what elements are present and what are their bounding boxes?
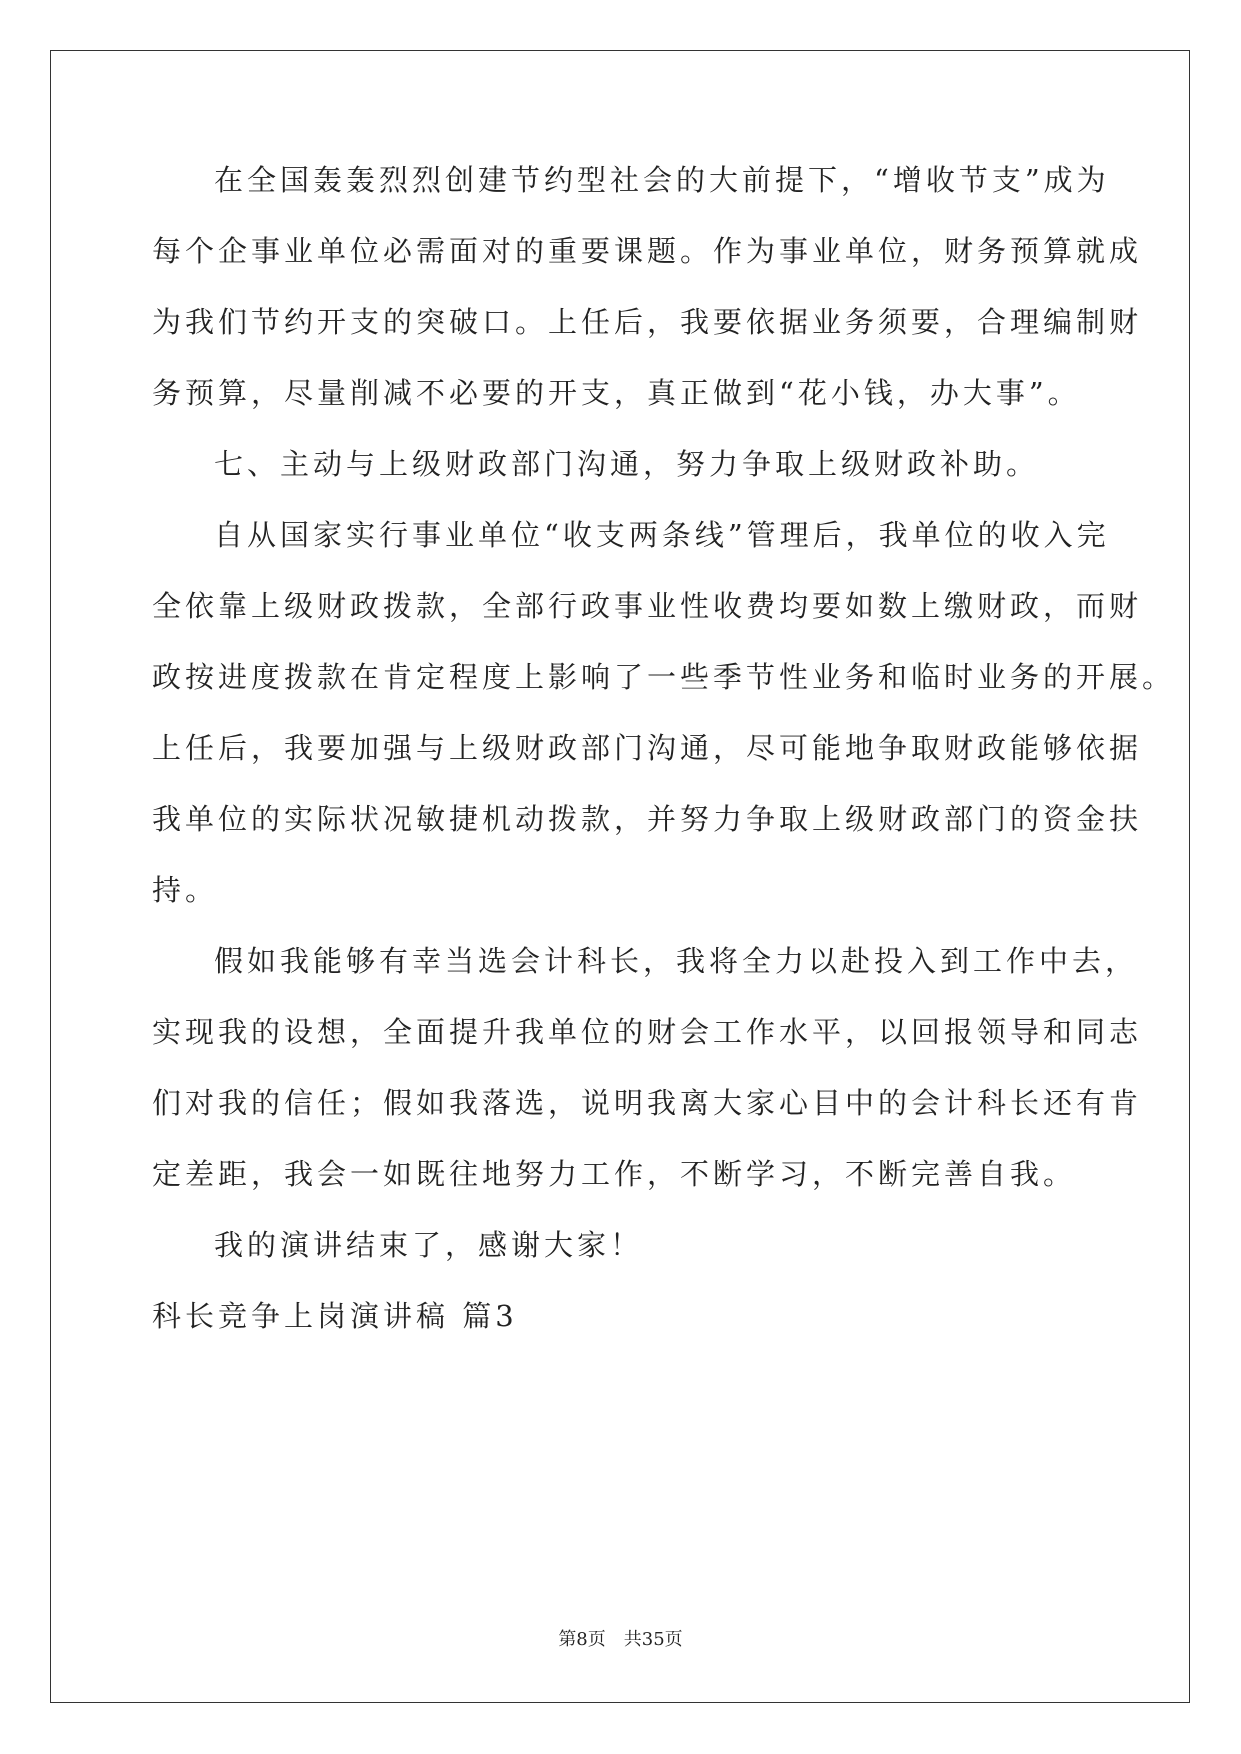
- paragraph-line: 持。: [152, 873, 219, 907]
- paragraph-line: 定差距，我会一如既往地努力工作，不断学习，不断完善自我。: [152, 1157, 1077, 1191]
- paragraph-line: 我单位的实际状况敏捷机动拨款，并努力争取上级财政部门的资金扶: [152, 802, 1143, 836]
- paragraph-line: 上任后，我要加强与上级财政部门沟通，尽可能地争取财政能够依据: [152, 731, 1143, 765]
- page-footer: [0, 1628, 1241, 1652]
- section-heading: 七、主动与上级财政部门沟通，努力争取上级财政补助。: [214, 447, 1040, 481]
- page-number-current: 第8页: [558, 1629, 606, 1650]
- paragraph-line: 假如我能够有幸当选会计科长，我将全力以赴投入到工作中去，: [214, 944, 1139, 978]
- page-border: [50, 50, 1190, 1703]
- paragraph-line: 实现我的设想，全面提升我单位的财会工作水平，以回报领导和同志: [152, 1015, 1143, 1049]
- section-title: 科长竞争上岗演讲稿 篇3: [152, 1299, 518, 1333]
- paragraph-line: 每个企事业单位必需面对的重要课题。作为事业单位，财务预算就成: [152, 234, 1143, 268]
- page-number-total: 共35页: [623, 1629, 683, 1650]
- closing-line: 我的演讲结束了，感谢大家！: [214, 1228, 644, 1262]
- paragraph-line: 全依靠上级财政拨款，全部行政事业性收费均要如数上缴财政，而财: [152, 589, 1143, 623]
- paragraph-line: 在全国轰轰烈烈创建节约型社会的大前提下，“增收节支”成为: [214, 163, 1110, 197]
- paragraph-line: 们对我的信任；假如我落选，说明我离大家心目中的会计科长还有肯: [152, 1086, 1143, 1120]
- paragraph-line: 政按进度拨款在肯定程度上影响了一些季节性业务和临时业务的开展。: [152, 660, 1176, 694]
- paragraph-line: 自从国家实行事业单位“收支两条线”管理后，我单位的收入完: [214, 518, 1110, 552]
- paragraph-line: 为我们节约开支的突破口。上任后，我要依据业务须要，合理编制财: [152, 305, 1143, 339]
- paragraph-line: 务预算，尽量削减不必要的开支，真正做到“花小钱，办大事”。: [152, 376, 1081, 410]
